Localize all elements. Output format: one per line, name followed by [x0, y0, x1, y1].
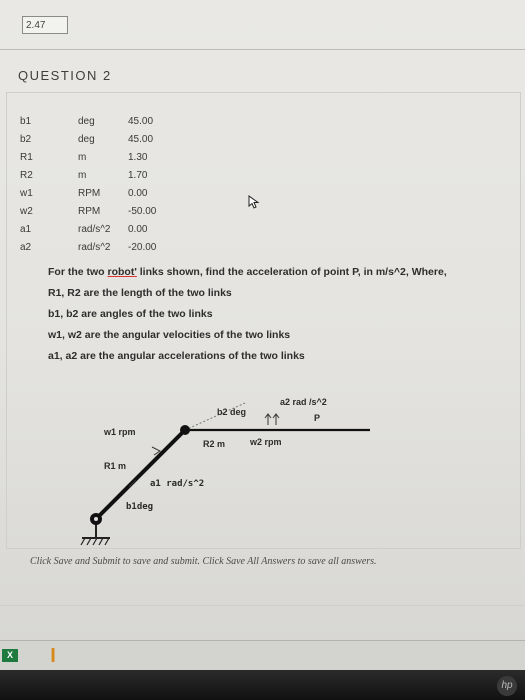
param-value: 45.00	[128, 133, 154, 145]
param-name: a1	[20, 223, 32, 235]
w2-label: w2 rpm	[250, 437, 282, 447]
param-name: w1	[20, 187, 33, 199]
param-unit: rad/s^2	[78, 223, 111, 235]
excel-icon[interactable]: X	[2, 649, 18, 662]
arrow-up-icon	[273, 414, 279, 425]
problem-line: R1, R2 are the length of the two links	[48, 287, 232, 299]
param-value: -50.00	[128, 205, 157, 217]
a1-label: a1 rad/s^2	[150, 479, 205, 489]
hp-logo-icon: hp	[497, 676, 517, 696]
taskbar	[0, 640, 525, 671]
problem-line: w1, w2 are the angular velocities of the two links	[48, 329, 291, 341]
param-value: 45.00	[128, 115, 154, 127]
ground-support-icon	[81, 523, 110, 545]
problem-text: For the two	[48, 266, 108, 278]
param-value: 0.00	[128, 187, 148, 199]
param-name: b2	[20, 133, 32, 145]
point-p-label: P	[314, 413, 321, 423]
param-row	[20, 166, 188, 184]
divider	[0, 605, 525, 606]
robot-links-diagram	[60, 385, 390, 555]
param-unit: RPM	[78, 187, 101, 199]
param-unit: m	[78, 151, 87, 163]
param-row	[20, 112, 188, 130]
app-icon[interactable]: I	[50, 645, 56, 667]
param-value: 1.30	[128, 151, 148, 163]
monitor-bezel	[0, 670, 525, 700]
param-row	[20, 184, 188, 202]
problem-text: links shown, find the acceleration of point P, in m/s^2, Where,	[136, 266, 447, 278]
r2-label: R2 m	[203, 439, 226, 449]
param-unit: RPM	[78, 205, 101, 217]
param-name: R2	[20, 169, 33, 181]
divider	[0, 49, 525, 50]
save-instructions: Click Save and Submit to save and submit. Click Save All Answers to save all answers.	[30, 556, 377, 567]
question-title: QUESTION 2	[18, 68, 112, 83]
mouse-cursor-icon	[248, 195, 260, 209]
param-row	[20, 220, 188, 238]
param-row	[20, 238, 188, 256]
elbow-joint	[180, 425, 190, 435]
problem-line: a1, a2 are the angular accelerations of the two links	[48, 350, 305, 362]
r1-label: R1 m	[104, 461, 127, 471]
param-value: -20.00	[128, 241, 157, 253]
param-value: 0.00	[128, 223, 148, 235]
param-value: 1.70	[128, 169, 148, 181]
problem-line: b1, b2 are angles of the two links	[48, 308, 213, 320]
param-name: R1	[20, 151, 33, 163]
parameter-table	[20, 112, 188, 256]
w1-label: w1 rpm	[104, 427, 136, 437]
problem-statement	[48, 262, 498, 367]
a2-label: a2 rad /s^2	[280, 397, 327, 407]
b2-label: b2 deg	[217, 407, 247, 417]
param-unit: deg	[78, 115, 95, 127]
param-row	[20, 130, 188, 148]
arrow-up-icon	[265, 414, 271, 425]
param-name: a2	[20, 241, 32, 253]
param-unit: m	[78, 169, 87, 181]
robot-word: robot'	[107, 266, 137, 278]
param-row	[20, 148, 188, 166]
param-row	[20, 202, 188, 220]
param-name: b1	[20, 115, 32, 127]
b1-label: b1deg	[126, 502, 154, 512]
answer-input[interactable]: 2.47	[22, 16, 68, 34]
param-name: w2	[20, 205, 33, 217]
param-unit: rad/s^2	[78, 241, 111, 253]
param-unit: deg	[78, 133, 95, 145]
problem-line	[48, 262, 498, 283]
